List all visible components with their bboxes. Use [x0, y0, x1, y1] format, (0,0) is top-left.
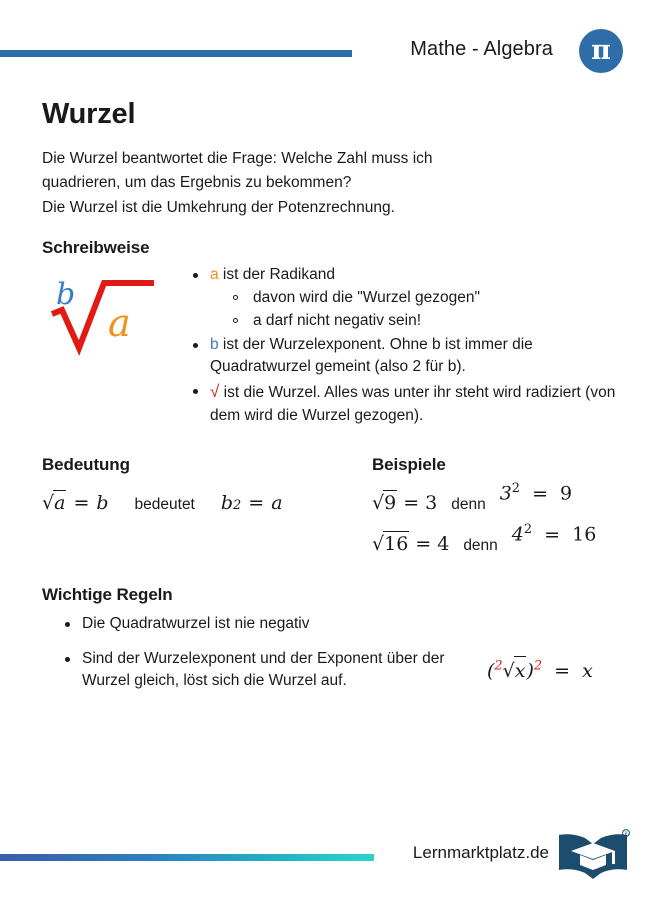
bedeutung-equation	[42, 489, 372, 514]
schreibweise-list	[170, 264, 632, 428]
equals-sign: =	[403, 491, 420, 514]
list-item	[192, 334, 632, 378]
list-item	[192, 380, 632, 426]
open-book-graduation-cap-icon	[555, 829, 631, 883]
intro-paragraph	[42, 147, 542, 220]
rule-text: Die Quadratwurzel ist nie negativ	[82, 614, 310, 632]
rule-formula	[487, 655, 632, 685]
page-content	[42, 98, 632, 706]
registered-glyph: R	[624, 831, 628, 836]
section-title-schreibweise: Schreibweise	[42, 238, 150, 258]
paren-open: (	[487, 660, 495, 683]
section-title-beispiele: Beispiele	[372, 454, 446, 474]
schreibweise-block	[42, 264, 632, 428]
equals-sign: =	[532, 482, 548, 505]
power-exponent: 2	[533, 658, 543, 674]
sqrt-radicand: 9	[384, 491, 397, 514]
list-item-text: ist die Wurzel. Alles was unter ihr steht wird radiziert (von dem wird die Wurzel gezogen).	[210, 384, 616, 424]
section-title-regeln: Wichtige Regeln	[42, 584, 173, 604]
power-exponent: 2	[233, 497, 242, 513]
regeln-block	[42, 585, 632, 692]
schreibweise-sublist	[210, 287, 632, 332]
list-item	[64, 613, 632, 635]
rule-with-formula	[82, 648, 632, 691]
pi-icon	[579, 29, 623, 73]
token-a: a	[210, 266, 219, 284]
footer-brand-label: Lernmarktplatz.de	[412, 843, 549, 862]
rule-text: Sind der Wurzelexponent und der Exponent über der Wurzel gleich, löst sich die Wurzel auf.	[82, 650, 445, 689]
intro-line: Die Wurzel beantwortet die Frage: Welche Zahl muss ich	[42, 150, 433, 167]
sqrt-radicand: a	[54, 491, 66, 514]
sqrt-radicand: x	[514, 656, 527, 685]
beispiel-row	[372, 522, 632, 555]
power-base: 4	[511, 523, 524, 546]
list-item-text: ist der Radikand	[218, 266, 335, 284]
power-exponent: 2	[511, 481, 521, 497]
radical-exponent-label: b	[56, 277, 76, 313]
connector-label: denn	[451, 495, 486, 513]
list-item	[64, 648, 632, 691]
pi-glyph: π	[591, 34, 611, 66]
sqrt-result: 3	[425, 491, 438, 514]
bedeutung-beispiele-row	[42, 455, 632, 555]
sqrt-result: 4	[437, 532, 450, 555]
equation-result: b	[96, 491, 109, 514]
intro-line: quadrieren, um das Ergebnis zu bekommen?	[42, 174, 352, 192]
sqrt-radicand: 16	[384, 532, 409, 555]
sub-list-item: davon wird die "Wurzel gezogen"	[232, 287, 632, 309]
connector-label: denn	[463, 536, 498, 554]
beispiele-block	[372, 455, 632, 555]
list-item	[192, 264, 632, 332]
power-result: 16	[572, 523, 597, 546]
equals-sign: =	[554, 660, 571, 683]
paren-close: )	[526, 660, 534, 683]
sqrt-symbol: √a	[42, 491, 66, 514]
equals-sign: =	[73, 491, 90, 514]
footer-accent-rule	[0, 854, 374, 861]
power-exponent: 2	[523, 522, 533, 538]
beispiel-row	[372, 481, 632, 514]
page-title: Wurzel	[42, 98, 136, 130]
equals-sign: =	[544, 523, 561, 546]
radical-notation-figure	[42, 264, 170, 360]
power-result: 9	[560, 482, 573, 505]
radical-index: 2	[494, 658, 503, 674]
radical-radicand-label: a	[108, 301, 131, 346]
connector-label: bedeutet	[134, 495, 195, 513]
regeln-list	[42, 613, 632, 692]
formula-result: x	[582, 660, 593, 683]
power-result: a	[271, 491, 283, 514]
power-base: b	[220, 491, 234, 514]
intro-line: Die Wurzel ist die Umkehrung der Potenzrechnung.	[42, 198, 395, 216]
sqrt-symbol: √9	[372, 491, 397, 514]
sub-list-item: a darf nicht negativ sein!	[232, 310, 632, 332]
section-title-bedeutung: Bedeutung	[42, 454, 130, 474]
radical-svg	[48, 268, 164, 358]
sqrt-symbol: √x	[503, 655, 527, 685]
header-accent-rule	[0, 50, 352, 57]
check-expression	[500, 481, 572, 504]
page-footer	[0, 823, 645, 883]
check-expression	[512, 522, 597, 545]
header-subject-label: Mathe - Algebra	[410, 38, 553, 60]
list-item-text: ist der Wurzelexponent. Ohne b ist immer die Quadratwurzel gemeint (also 2 für b).	[210, 336, 533, 376]
equals-sign: =	[248, 491, 265, 514]
token-b: b	[210, 336, 219, 354]
token-radical: √	[210, 382, 220, 402]
cap-tassel	[612, 851, 615, 864]
equals-sign: =	[415, 532, 432, 555]
page-header	[0, 0, 645, 96]
power-base: 3	[499, 482, 512, 505]
sqrt-symbol: √16	[372, 532, 409, 555]
bedeutung-block	[42, 455, 372, 555]
